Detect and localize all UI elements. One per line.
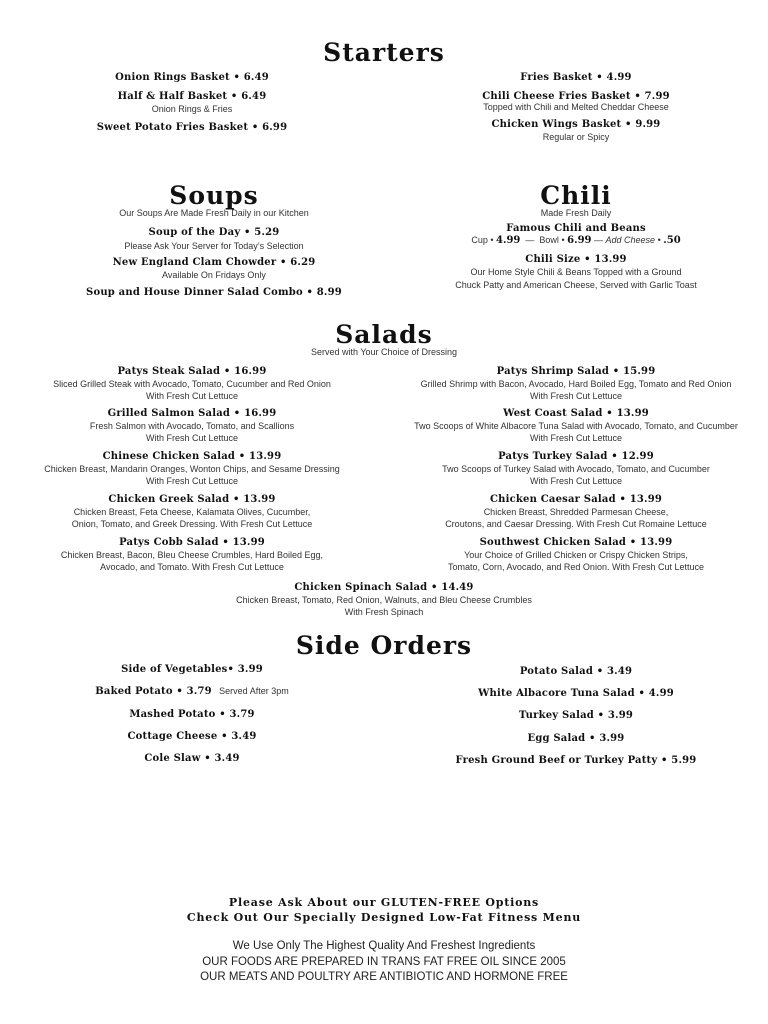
menu-item-description: Sliced Grilled Steak with Avocado, Tomato, Cucumber and Red Onion (53, 379, 331, 389)
menu-item-name: Egg Salad • 3.99 (527, 733, 625, 744)
menu-item-description: With Fresh Cut Lettuce (145, 476, 239, 486)
menu-item-name: White Albacore Tuna Salad • 4.99 (478, 688, 674, 699)
menu-item-name: Half & Half Basket • 6.49 (117, 91, 267, 102)
bullet: • (490, 235, 494, 245)
menu-item-name: Turkey Salad • 3.99 (518, 710, 634, 721)
menu-item-description: With Fresh Cut Lettuce (145, 433, 239, 443)
bullet: • (561, 235, 565, 245)
chili-subtitle: Made Fresh Daily (540, 208, 612, 218)
menu-item-name: Chinese Chicken Salad • 13.99 (102, 451, 282, 462)
menu-item-name: Sweet Potato Fries Basket • 6.99 (96, 122, 288, 133)
cup-label: Cup (471, 235, 488, 245)
menu-item-description: Chicken Breast, Tomato, Red Onion, Walnuts, and Bleu Cheese Crumbles (236, 595, 532, 605)
menu-item-description: With Fresh Cut Lettuce (145, 391, 239, 401)
menu-item-name: Side of Vegetables• 3.99 (121, 664, 263, 675)
side-orders-heading: Side Orders (295, 631, 473, 660)
antibiotic-statement: OUR MEATS AND POULTRY ARE ANTIBIOTIC AND HORMONE FREE (200, 971, 568, 983)
menu-item-name: Potato Salad • 3.49 (519, 666, 633, 677)
menu-item-name: Patys Turkey Salad • 12.99 (498, 451, 654, 462)
menu-item-name: Cole Slaw • 3.49 (144, 753, 240, 764)
menu-item-description: Your Choice of Grilled Chicken or Crispy Chicken Strips, (464, 550, 688, 560)
menu-item-name: Chicken Caesar Salad • 13.99 (489, 494, 663, 505)
menu-item-description: Onion, Tomato, and Greek Dressing. With Fresh Cut Lettuce (71, 519, 313, 529)
salads-subtitle: Served with Your Choice of Dressing (310, 347, 458, 357)
menu-item-description: Two Scoops of Turkey Salad with Avocado, Tomato, and Cucumber (442, 464, 710, 474)
menu-item-description: Onion Rings & Fries (151, 104, 233, 114)
cheese-price: .50 (663, 235, 681, 246)
menu-item-name: Fries Basket • 4.99 (520, 72, 632, 83)
bullet: • (657, 235, 661, 245)
dash: — (525, 235, 535, 245)
add-cheese-label: Add Cheese (605, 235, 656, 245)
menu-item-description: With Fresh Cut Lettuce (529, 433, 623, 443)
menu-item-description: With Fresh Spinach (344, 607, 424, 617)
menu-item-name: Soup of the Day • 5.29 (148, 227, 280, 238)
menu-item-name: Famous Chili and Beans (506, 223, 646, 234)
menu-item-name: Soup and House Dinner Salad Combo • 8.99 (86, 287, 342, 298)
menu-item-name: Fresh Ground Beef or Turkey Patty • 5.99 (455, 755, 697, 766)
quality-statement: We Use Only The Highest Quality And Freshest Ingredients (232, 940, 536, 952)
menu-item-name: Mashed Potato • 3.79 (129, 709, 255, 720)
bowl-price: 6.99 (567, 235, 592, 246)
menu-item-description: Chicken Breast, Mandarin Oranges, Wonton Chips, and Sesame Dressing (44, 464, 340, 474)
menu-item-description: Available On Fridays Only (162, 270, 266, 280)
starters-heading: Starters (323, 38, 445, 67)
menu-item-name: Chili Cheese Fries Basket • 7.99 (482, 91, 670, 102)
menu-item-description: Topped with Chili and Melted Cheddar Cheese (483, 102, 669, 112)
menu-item-description: Chicken Breast, Shredded Parmesan Cheese, (483, 507, 669, 517)
menu-item-name: Patys Shrimp Salad • 15.99 (496, 366, 656, 377)
bowl-label: Bowl (539, 235, 559, 245)
menu-item-description: Grilled Shrimp with Bacon, Avocado, Hard Boiled Egg, Tomato and Red Onion (420, 379, 732, 389)
dash: — (594, 235, 603, 245)
cup-price: 4.99 (496, 235, 521, 246)
menu-item-description: Chicken Breast, Bacon, Bleu Cheese Crumbles, Hard Boiled Egg, (60, 550, 324, 560)
menu-item-name: Cottage Cheese • 3.49 (127, 731, 257, 742)
menu-item-description: Regular or Spicy (542, 132, 610, 142)
menu-item-description: Chicken Breast, Feta Cheese, Kalamata Olives, Cucumber, (73, 507, 311, 517)
gluten-free-note: Please Ask About our GLUTEN-FREE Options (228, 896, 540, 909)
menu-item-name: West Coast Salad • 13.99 (503, 408, 649, 419)
menu-item-description: Two Scoops of White Albacore Tuna Salad with Avocado, Tomato, and Cucumber (414, 421, 738, 431)
soups-heading: Soups (169, 181, 259, 210)
menu-item-name: Chicken Greek Salad • 13.99 (108, 494, 276, 505)
menu-item-description: Chuck Patty and American Cheese, Served with Garlic Toast (455, 280, 697, 290)
menu-item-description: With Fresh Cut Lettuce (529, 391, 623, 401)
menu-item-description: Tomato, Corn, Avocado, and Red Onion. With Fresh Cut Lettuce (448, 562, 704, 572)
menu-item-name: Southwest Chicken Salad • 13.99 (479, 537, 673, 548)
baked-potato-name: Baked Potato • 3.79 (95, 686, 212, 697)
menu-item-note: Served After 3pm (219, 686, 289, 696)
menu-item-name: Onion Rings Basket • 6.49 (115, 72, 269, 83)
menu-item-name: Patys Cobb Salad • 13.99 (119, 537, 265, 548)
menu-item-description: Fresh Salmon with Avocado, Tomato, and Scallions (89, 421, 295, 431)
menu-item-name: Patys Steak Salad • 16.99 (117, 366, 267, 377)
chili-heading: Chili (540, 181, 612, 210)
menu-item-name: Chicken Spinach Salad • 14.49 (294, 582, 474, 593)
menu-item-name: Grilled Salmon Salad • 16.99 (107, 408, 277, 419)
salads-heading: Salads (335, 320, 433, 349)
chili-price-line (384, 235, 768, 246)
menu-item-name: Chili Size • 13.99 (525, 254, 627, 265)
menu-item-name: Chicken Wings Basket • 9.99 (491, 119, 661, 130)
menu-item-description: Croutons, and Caesar Dressing. With Fresh Cut Romaine Lettuce (445, 519, 707, 529)
menu-item-description: With Fresh Cut Lettuce (529, 476, 623, 486)
trans-fat-statement: OUR FOODS ARE PREPARED IN TRANS FAT FREE OIL SINCE 2005 (202, 956, 566, 968)
menu-item-description: Our Home Style Chili & Beans Topped with a Ground (470, 267, 682, 277)
soups-subtitle: Our Soups Are Made Fresh Daily in our Kitchen (119, 208, 309, 218)
menu-item-description: Please Ask Your Server for Today’s Selection (124, 241, 304, 251)
menu-item-name (0, 686, 384, 697)
fitness-menu-note: Check Out Our Specially Designed Low-Fat Fitness Menu (186, 911, 582, 924)
menu-item-description: Avocado, and Tomato. With Fresh Cut Lettuce (100, 562, 284, 572)
menu-item-name: New England Clam Chowder • 6.29 (112, 257, 316, 268)
